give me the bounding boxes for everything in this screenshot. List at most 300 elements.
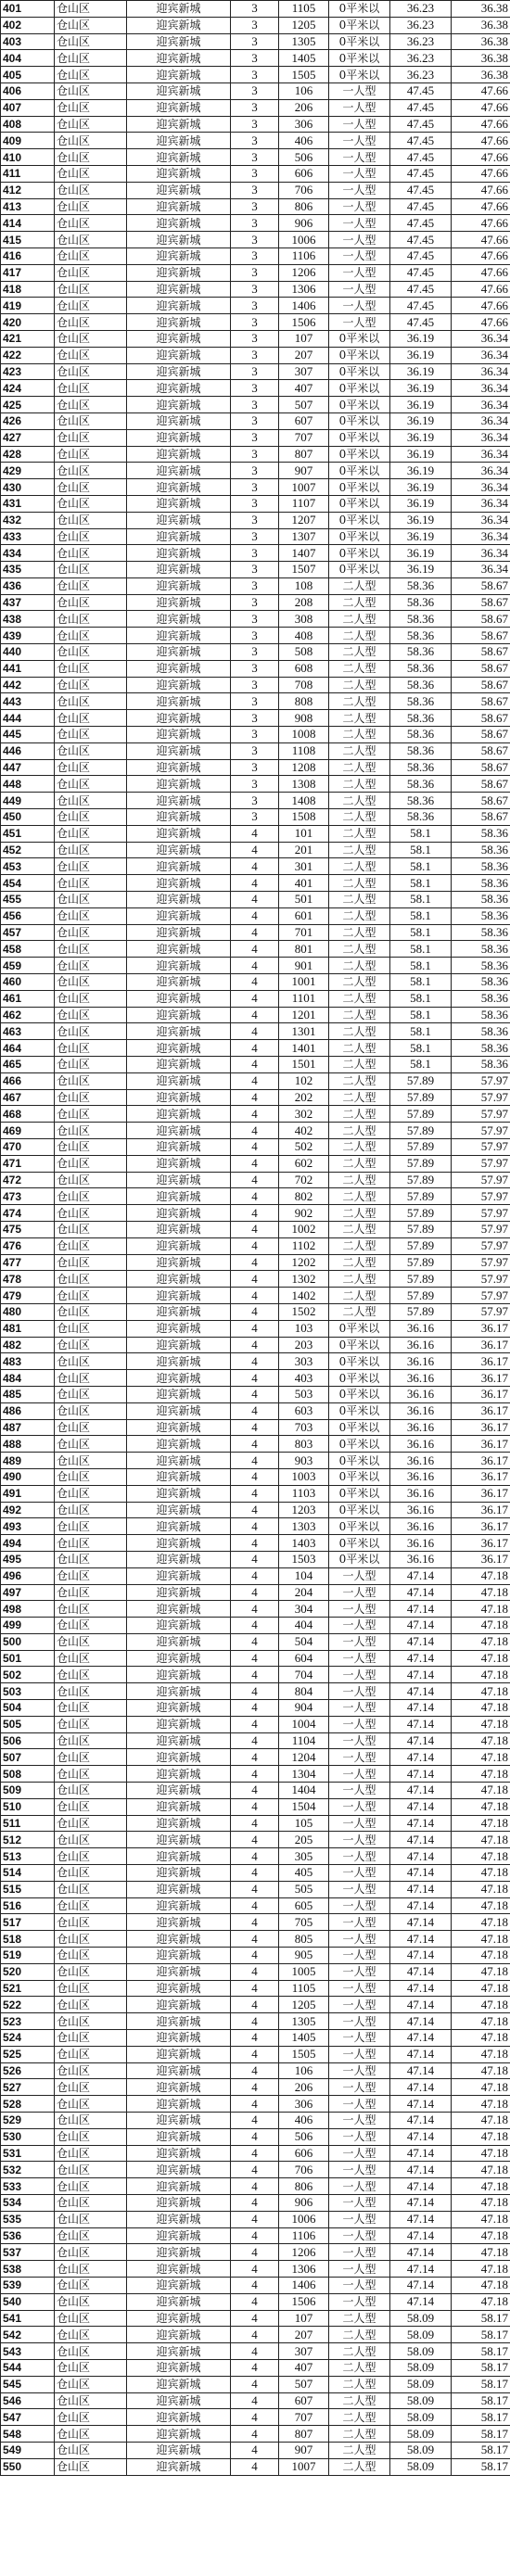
area-b-cell[interactable]: 58.67	[452, 727, 510, 743]
room-cell[interactable]: 302	[279, 1106, 329, 1123]
row-number-cell[interactable]: 456	[1, 907, 55, 924]
building-cell[interactable]: 4	[231, 1188, 279, 1205]
project-cell[interactable]: 迎宾新城	[127, 397, 231, 413]
unit-type-cell[interactable]: 一人型	[329, 165, 390, 182]
project-cell[interactable]: 迎宾新城	[127, 1040, 231, 1057]
row-number-cell[interactable]: 411	[1, 165, 55, 182]
district-cell[interactable]: 仓山区	[55, 1072, 127, 1089]
project-cell[interactable]: 迎宾新城	[127, 463, 231, 479]
area-b-cell[interactable]: 47.18	[452, 2046, 510, 2062]
row-number-cell[interactable]: 531	[1, 2145, 55, 2162]
unit-type-cell[interactable]: 0平米以	[329, 1, 390, 18]
unit-type-cell[interactable]: 一人型	[329, 1700, 390, 1717]
area-a-cell[interactable]: 47.45	[390, 215, 452, 232]
area-a-cell[interactable]: 57.89	[390, 1237, 452, 1254]
project-cell[interactable]: 迎宾新城	[127, 495, 231, 512]
building-cell[interactable]: 4	[231, 2244, 279, 2261]
project-cell[interactable]: 迎宾新城	[127, 577, 231, 594]
building-cell[interactable]: 3	[231, 99, 279, 116]
room-cell[interactable]: 1403	[279, 1535, 329, 1552]
building-cell[interactable]: 4	[231, 2426, 279, 2443]
building-cell[interactable]: 4	[231, 1221, 279, 1237]
project-cell[interactable]: 迎宾新城	[127, 2376, 231, 2392]
area-a-cell[interactable]: 57.89	[390, 1155, 452, 1172]
row-number-cell[interactable]: 501	[1, 1650, 55, 1667]
area-b-cell[interactable]: 47.66	[452, 281, 510, 298]
unit-type-cell[interactable]: 二人型	[329, 1288, 390, 1304]
building-cell[interactable]: 3	[231, 314, 279, 331]
unit-type-cell[interactable]: 0平米以	[329, 33, 390, 50]
area-a-cell[interactable]: 47.14	[390, 1897, 452, 1914]
project-cell[interactable]: 迎宾新城	[127, 1848, 231, 1865]
room-cell[interactable]: 1506	[279, 2293, 329, 2310]
building-cell[interactable]: 4	[231, 2409, 279, 2426]
unit-type-cell[interactable]: 二人型	[329, 611, 390, 628]
row-number-cell[interactable]: 500	[1, 1633, 55, 1650]
building-cell[interactable]: 4	[231, 2327, 279, 2343]
unit-type-cell[interactable]: 二人型	[329, 644, 390, 661]
room-cell[interactable]: 306	[279, 2096, 329, 2113]
unit-type-cell[interactable]: 一人型	[329, 1716, 390, 1732]
area-a-cell[interactable]: 47.14	[390, 1567, 452, 1584]
building-cell[interactable]: 4	[231, 1057, 279, 1073]
building-cell[interactable]: 3	[231, 215, 279, 232]
room-cell[interactable]: 1101	[279, 990, 329, 1007]
area-b-cell[interactable]: 36.38	[452, 33, 510, 50]
room-cell[interactable]: 904	[279, 1700, 329, 1717]
project-cell[interactable]: 迎宾新城	[127, 611, 231, 628]
room-cell[interactable]: 106	[279, 2062, 329, 2079]
row-number-cell[interactable]: 436	[1, 577, 55, 594]
building-cell[interactable]: 4	[231, 1749, 279, 1766]
room-cell[interactable]: 604	[279, 1650, 329, 1667]
row-number-cell[interactable]: 446	[1, 742, 55, 759]
area-b-cell[interactable]: 57.97	[452, 1288, 510, 1304]
area-a-cell[interactable]: 47.14	[390, 2096, 452, 2113]
area-b-cell[interactable]: 58.36	[452, 825, 510, 842]
unit-type-cell[interactable]: 一人型	[329, 2178, 390, 2195]
unit-type-cell[interactable]: 一人型	[329, 1732, 390, 1749]
unit-type-cell[interactable]: 一人型	[329, 2244, 390, 2261]
area-b-cell[interactable]: 58.36	[452, 892, 510, 908]
district-cell[interactable]: 仓山区	[55, 2030, 127, 2047]
district-cell[interactable]: 仓山区	[55, 1221, 127, 1237]
row-number-cell[interactable]: 510	[1, 1798, 55, 1815]
area-b-cell[interactable]: 47.66	[452, 264, 510, 281]
district-cell[interactable]: 仓山区	[55, 2409, 127, 2426]
area-a-cell[interactable]: 47.45	[390, 149, 452, 166]
project-cell[interactable]: 迎宾新城	[127, 1288, 231, 1304]
area-b-cell[interactable]: 47.18	[452, 1980, 510, 1997]
district-cell[interactable]: 仓山区	[55, 1997, 127, 2013]
area-b-cell[interactable]: 58.17	[452, 2409, 510, 2426]
row-number-cell[interactable]: 418	[1, 281, 55, 298]
area-a-cell[interactable]: 58.1	[390, 907, 452, 924]
project-cell[interactable]: 迎宾新城	[127, 1386, 231, 1402]
row-number-cell[interactable]: 492	[1, 1502, 55, 1518]
project-cell[interactable]: 迎宾新城	[127, 149, 231, 166]
building-cell[interactable]: 4	[231, 1370, 279, 1387]
district-cell[interactable]: 仓山区	[55, 2310, 127, 2327]
area-b-cell[interactable]: 58.36	[452, 990, 510, 1007]
area-b-cell[interactable]: 47.18	[452, 1732, 510, 1749]
area-b-cell[interactable]: 47.66	[452, 215, 510, 232]
project-cell[interactable]: 迎宾新城	[127, 1650, 231, 1667]
area-a-cell[interactable]: 47.14	[390, 1749, 452, 1766]
room-cell[interactable]: 606	[279, 165, 329, 182]
building-cell[interactable]: 4	[231, 2046, 279, 2062]
area-b-cell[interactable]: 57.97	[452, 1188, 510, 1205]
row-number-cell[interactable]: 405	[1, 67, 55, 83]
area-a-cell[interactable]: 58.36	[390, 693, 452, 710]
unit-type-cell[interactable]: 0平米以	[329, 1436, 390, 1453]
area-b-cell[interactable]: 36.34	[452, 562, 510, 578]
row-number-cell[interactable]: 427	[1, 429, 55, 446]
building-cell[interactable]: 3	[231, 67, 279, 83]
district-cell[interactable]: 仓山区	[55, 1453, 127, 1469]
unit-type-cell[interactable]: 一人型	[329, 298, 390, 314]
building-cell[interactable]: 3	[231, 479, 279, 496]
area-a-cell[interactable]: 47.14	[390, 2046, 452, 2062]
district-cell[interactable]: 仓山区	[55, 2277, 127, 2293]
row-number-cell[interactable]: 505	[1, 1716, 55, 1732]
area-a-cell[interactable]: 57.89	[390, 1254, 452, 1271]
room-cell[interactable]: 1305	[279, 2013, 329, 2030]
project-cell[interactable]: 迎宾新城	[127, 1815, 231, 1832]
district-cell[interactable]: 仓山区	[55, 314, 127, 331]
unit-type-cell[interactable]: 一人型	[329, 198, 390, 215]
area-a-cell[interactable]: 36.19	[390, 512, 452, 528]
room-cell[interactable]: 1305	[279, 33, 329, 50]
area-a-cell[interactable]: 47.14	[390, 2030, 452, 2047]
row-number-cell[interactable]: 474	[1, 1205, 55, 1222]
area-b-cell[interactable]: 36.17	[452, 1386, 510, 1402]
room-cell[interactable]: 707	[279, 2409, 329, 2426]
room-cell[interactable]: 105	[279, 1815, 329, 1832]
row-number-cell[interactable]: 419	[1, 298, 55, 314]
building-cell[interactable]: 4	[231, 2310, 279, 2327]
district-cell[interactable]: 仓山区	[55, 116, 127, 133]
building-cell[interactable]: 4	[231, 1402, 279, 1419]
unit-type-cell[interactable]: 一人型	[329, 1783, 390, 1799]
project-cell[interactable]: 迎宾新城	[127, 2442, 231, 2458]
district-cell[interactable]: 仓山区	[55, 1584, 127, 1601]
project-cell[interactable]: 迎宾新城	[127, 1353, 231, 1370]
area-a-cell[interactable]: 57.89	[390, 1188, 452, 1205]
row-number-cell[interactable]: 498	[1, 1601, 55, 1618]
row-number-cell[interactable]: 528	[1, 2096, 55, 2113]
row-number-cell[interactable]: 497	[1, 1584, 55, 1601]
project-cell[interactable]: 迎宾新城	[127, 479, 231, 496]
room-cell[interactable]: 1006	[279, 232, 329, 248]
area-b-cell[interactable]: 58.67	[452, 809, 510, 826]
area-a-cell[interactable]: 57.89	[390, 1123, 452, 1139]
area-b-cell[interactable]: 47.66	[452, 99, 510, 116]
area-a-cell[interactable]: 36.16	[390, 1468, 452, 1485]
room-cell[interactable]: 101	[279, 825, 329, 842]
area-a-cell[interactable]: 47.14	[390, 2162, 452, 2178]
row-number-cell[interactable]: 442	[1, 677, 55, 693]
area-b-cell[interactable]: 47.66	[452, 82, 510, 99]
area-a-cell[interactable]: 47.14	[390, 1914, 452, 1931]
unit-type-cell[interactable]: 一人型	[329, 1865, 390, 1882]
building-cell[interactable]: 4	[231, 1518, 279, 1535]
project-cell[interactable]: 迎宾新城	[127, 528, 231, 545]
district-cell[interactable]: 仓山区	[55, 1783, 127, 1799]
unit-type-cell[interactable]: 二人型	[329, 2426, 390, 2443]
building-cell[interactable]: 4	[231, 858, 279, 875]
area-a-cell[interactable]: 36.16	[390, 1551, 452, 1567]
project-cell[interactable]: 迎宾新城	[127, 1584, 231, 1601]
project-cell[interactable]: 迎宾新城	[127, 1402, 231, 1419]
building-cell[interactable]: 3	[231, 363, 279, 380]
area-a-cell[interactable]: 57.89	[390, 1288, 452, 1304]
project-cell[interactable]: 迎宾新城	[127, 628, 231, 644]
district-cell[interactable]: 仓山区	[55, 1931, 127, 1948]
room-cell[interactable]: 1108	[279, 742, 329, 759]
area-b-cell[interactable]: 47.18	[452, 2227, 510, 2244]
building-cell[interactable]: 4	[231, 1815, 279, 1832]
project-cell[interactable]: 迎宾新城	[127, 1123, 231, 1139]
district-cell[interactable]: 仓山区	[55, 1633, 127, 1650]
district-cell[interactable]: 仓山区	[55, 2426, 127, 2443]
district-cell[interactable]: 仓山区	[55, 1502, 127, 1518]
unit-type-cell[interactable]: 二人型	[329, 628, 390, 644]
room-cell[interactable]: 1203	[279, 1502, 329, 1518]
unit-type-cell[interactable]: 二人型	[329, 2409, 390, 2426]
project-cell[interactable]: 迎宾新城	[127, 2046, 231, 2062]
unit-type-cell[interactable]: 0平米以	[329, 1337, 390, 1353]
room-cell[interactable]: 1401	[279, 1040, 329, 1057]
area-a-cell[interactable]: 58.09	[390, 2409, 452, 2426]
district-cell[interactable]: 仓山区	[55, 2343, 127, 2360]
area-b-cell[interactable]: 36.38	[452, 50, 510, 67]
area-b-cell[interactable]: 47.66	[452, 116, 510, 133]
area-a-cell[interactable]: 58.36	[390, 611, 452, 628]
project-cell[interactable]: 迎宾新城	[127, 1914, 231, 1931]
project-cell[interactable]: 迎宾新城	[127, 875, 231, 892]
building-cell[interactable]: 3	[231, 577, 279, 594]
unit-type-cell[interactable]: 一人型	[329, 1914, 390, 1931]
project-cell[interactable]: 迎宾新城	[127, 1997, 231, 2013]
room-cell[interactable]: 301	[279, 858, 329, 875]
unit-type-cell[interactable]: 二人型	[329, 1237, 390, 1254]
unit-type-cell[interactable]: 一人型	[329, 1766, 390, 1783]
area-a-cell[interactable]: 47.14	[390, 2062, 452, 2079]
area-b-cell[interactable]: 47.18	[452, 1618, 510, 1634]
building-cell[interactable]: 4	[231, 907, 279, 924]
area-a-cell[interactable]: 47.14	[390, 2113, 452, 2129]
unit-type-cell[interactable]: 二人型	[329, 1023, 390, 1040]
area-b-cell[interactable]: 58.36	[452, 875, 510, 892]
building-cell[interactable]: 4	[231, 1601, 279, 1618]
project-cell[interactable]: 迎宾新城	[127, 958, 231, 974]
area-a-cell[interactable]: 36.19	[390, 330, 452, 347]
area-b-cell[interactable]: 47.18	[452, 1783, 510, 1799]
district-cell[interactable]: 仓山区	[55, 363, 127, 380]
area-a-cell[interactable]: 58.09	[390, 2343, 452, 2360]
unit-type-cell[interactable]: 二人型	[329, 1089, 390, 1106]
unit-type-cell[interactable]: 二人型	[329, 1138, 390, 1155]
unit-type-cell[interactable]: 0平米以	[329, 1419, 390, 1436]
building-cell[interactable]: 3	[231, 446, 279, 463]
area-b-cell[interactable]: 58.36	[452, 924, 510, 941]
project-cell[interactable]: 迎宾新城	[127, 1370, 231, 1387]
building-cell[interactable]: 3	[231, 182, 279, 198]
room-cell[interactable]: 1306	[279, 2261, 329, 2278]
row-number-cell[interactable]: 402	[1, 17, 55, 33]
area-b-cell[interactable]: 36.34	[452, 446, 510, 463]
area-a-cell[interactable]: 58.1	[390, 974, 452, 991]
area-b-cell[interactable]: 47.18	[452, 1914, 510, 1931]
area-b-cell[interactable]: 58.36	[452, 1040, 510, 1057]
area-b-cell[interactable]: 36.17	[452, 1502, 510, 1518]
area-b-cell[interactable]: 58.36	[452, 958, 510, 974]
building-cell[interactable]: 4	[231, 2062, 279, 2079]
project-cell[interactable]: 迎宾新城	[127, 562, 231, 578]
room-cell[interactable]: 203	[279, 1337, 329, 1353]
area-a-cell[interactable]: 47.14	[390, 2079, 452, 2096]
district-cell[interactable]: 仓山区	[55, 33, 127, 50]
row-number-cell[interactable]: 508	[1, 1766, 55, 1783]
district-cell[interactable]: 仓山区	[55, 215, 127, 232]
building-cell[interactable]: 4	[231, 875, 279, 892]
area-a-cell[interactable]: 58.1	[390, 924, 452, 941]
project-cell[interactable]: 迎宾新城	[127, 1963, 231, 1980]
area-a-cell[interactable]: 58.1	[390, 990, 452, 1007]
room-cell[interactable]: 107	[279, 2310, 329, 2327]
building-cell[interactable]: 4	[231, 1732, 279, 1749]
building-cell[interactable]: 4	[231, 892, 279, 908]
unit-type-cell[interactable]: 0平米以	[329, 446, 390, 463]
area-b-cell[interactable]: 58.17	[452, 2343, 510, 2360]
area-a-cell[interactable]: 47.14	[390, 1633, 452, 1650]
room-cell[interactable]: 207	[279, 2327, 329, 2343]
row-number-cell[interactable]: 472	[1, 1172, 55, 1188]
unit-type-cell[interactable]: 二人型	[329, 1007, 390, 1023]
unit-type-cell[interactable]: 0平米以	[329, 1535, 390, 1552]
district-cell[interactable]: 仓山区	[55, 809, 127, 826]
room-cell[interactable]: 506	[279, 2128, 329, 2145]
room-cell[interactable]: 908	[279, 710, 329, 727]
unit-type-cell[interactable]: 二人型	[329, 677, 390, 693]
row-number-cell[interactable]: 537	[1, 2244, 55, 2261]
area-b-cell[interactable]: 36.38	[452, 1, 510, 18]
area-b-cell[interactable]: 47.18	[452, 1650, 510, 1667]
area-a-cell[interactable]: 58.1	[390, 825, 452, 842]
unit-type-cell[interactable]: 一人型	[329, 264, 390, 281]
district-cell[interactable]: 仓山区	[55, 446, 127, 463]
district-cell[interactable]: 仓山区	[55, 2244, 127, 2261]
unit-type-cell[interactable]: 二人型	[329, 1106, 390, 1123]
row-number-cell[interactable]: 487	[1, 1419, 55, 1436]
district-cell[interactable]: 仓山区	[55, 528, 127, 545]
building-cell[interactable]: 3	[231, 82, 279, 99]
area-b-cell[interactable]: 58.17	[452, 2310, 510, 2327]
area-b-cell[interactable]: 58.36	[452, 907, 510, 924]
district-cell[interactable]: 仓山区	[55, 1700, 127, 1717]
room-cell[interactable]: 106	[279, 82, 329, 99]
unit-type-cell[interactable]: 0平米以	[329, 412, 390, 429]
project-cell[interactable]: 迎宾新城	[127, 2409, 231, 2426]
building-cell[interactable]: 4	[231, 1567, 279, 1584]
project-cell[interactable]: 迎宾新城	[127, 1832, 231, 1848]
area-b-cell[interactable]: 36.34	[452, 512, 510, 528]
building-cell[interactable]: 4	[231, 1650, 279, 1667]
area-b-cell[interactable]: 57.97	[452, 1205, 510, 1222]
area-b-cell[interactable]: 47.18	[452, 2261, 510, 2278]
building-cell[interactable]: 3	[231, 247, 279, 264]
area-a-cell[interactable]: 47.45	[390, 264, 452, 281]
district-cell[interactable]: 仓山区	[55, 2113, 127, 2129]
room-cell[interactable]: 803	[279, 1436, 329, 1453]
area-a-cell[interactable]: 47.14	[390, 1683, 452, 1700]
project-cell[interactable]: 迎宾新城	[127, 2030, 231, 2047]
project-cell[interactable]: 迎宾新城	[127, 1419, 231, 1436]
area-a-cell[interactable]: 36.16	[390, 1518, 452, 1535]
project-cell[interactable]: 迎宾新城	[127, 1732, 231, 1749]
area-b-cell[interactable]: 47.18	[452, 1749, 510, 1766]
project-cell[interactable]: 迎宾新城	[127, 2310, 231, 2327]
area-b-cell[interactable]: 57.97	[452, 1138, 510, 1155]
area-a-cell[interactable]: 58.36	[390, 727, 452, 743]
district-cell[interactable]: 仓山区	[55, 545, 127, 562]
unit-type-cell[interactable]: 二人型	[329, 793, 390, 809]
row-number-cell[interactable]: 494	[1, 1535, 55, 1552]
area-a-cell[interactable]: 47.14	[390, 1815, 452, 1832]
row-number-cell[interactable]: 477	[1, 1254, 55, 1271]
unit-type-cell[interactable]: 0平米以	[329, 67, 390, 83]
room-cell[interactable]: 1005	[279, 1963, 329, 1980]
row-number-cell[interactable]: 401	[1, 1, 55, 18]
district-cell[interactable]: 仓山区	[55, 1732, 127, 1749]
district-cell[interactable]: 仓山区	[55, 2376, 127, 2392]
row-number-cell[interactable]: 458	[1, 941, 55, 958]
project-cell[interactable]: 迎宾新城	[127, 825, 231, 842]
project-cell[interactable]: 迎宾新城	[127, 1980, 231, 1997]
project-cell[interactable]: 迎宾新城	[127, 1749, 231, 1766]
row-number-cell[interactable]: 403	[1, 33, 55, 50]
project-cell[interactable]: 迎宾新城	[127, 2128, 231, 2145]
row-number-cell[interactable]: 521	[1, 1980, 55, 1997]
room-cell[interactable]: 807	[279, 446, 329, 463]
row-number-cell[interactable]: 444	[1, 710, 55, 727]
district-cell[interactable]: 仓山区	[55, 1832, 127, 1848]
row-number-cell[interactable]: 504	[1, 1700, 55, 1717]
row-number-cell[interactable]: 438	[1, 611, 55, 628]
row-number-cell[interactable]: 413	[1, 198, 55, 215]
project-cell[interactable]: 迎宾新城	[127, 1303, 231, 1320]
area-a-cell[interactable]: 58.09	[390, 2376, 452, 2392]
district-cell[interactable]: 仓山区	[55, 1914, 127, 1931]
district-cell[interactable]: 仓山区	[55, 1106, 127, 1123]
area-b-cell[interactable]: 47.18	[452, 1683, 510, 1700]
area-b-cell[interactable]: 47.18	[452, 1931, 510, 1948]
room-cell[interactable]: 802	[279, 1188, 329, 1205]
area-b-cell[interactable]: 47.18	[452, 2162, 510, 2178]
building-cell[interactable]: 4	[231, 1436, 279, 1453]
district-cell[interactable]: 仓山区	[55, 2178, 127, 2195]
project-cell[interactable]: 迎宾新城	[127, 82, 231, 99]
row-number-cell[interactable]: 409	[1, 133, 55, 149]
room-cell[interactable]: 1302	[279, 1271, 329, 1288]
unit-type-cell[interactable]: 一人型	[329, 2211, 390, 2227]
room-cell[interactable]: 701	[279, 924, 329, 941]
room-cell[interactable]: 902	[279, 1205, 329, 1222]
area-a-cell[interactable]: 47.14	[390, 1931, 452, 1948]
area-a-cell[interactable]: 36.19	[390, 363, 452, 380]
unit-type-cell[interactable]: 一人型	[329, 182, 390, 198]
